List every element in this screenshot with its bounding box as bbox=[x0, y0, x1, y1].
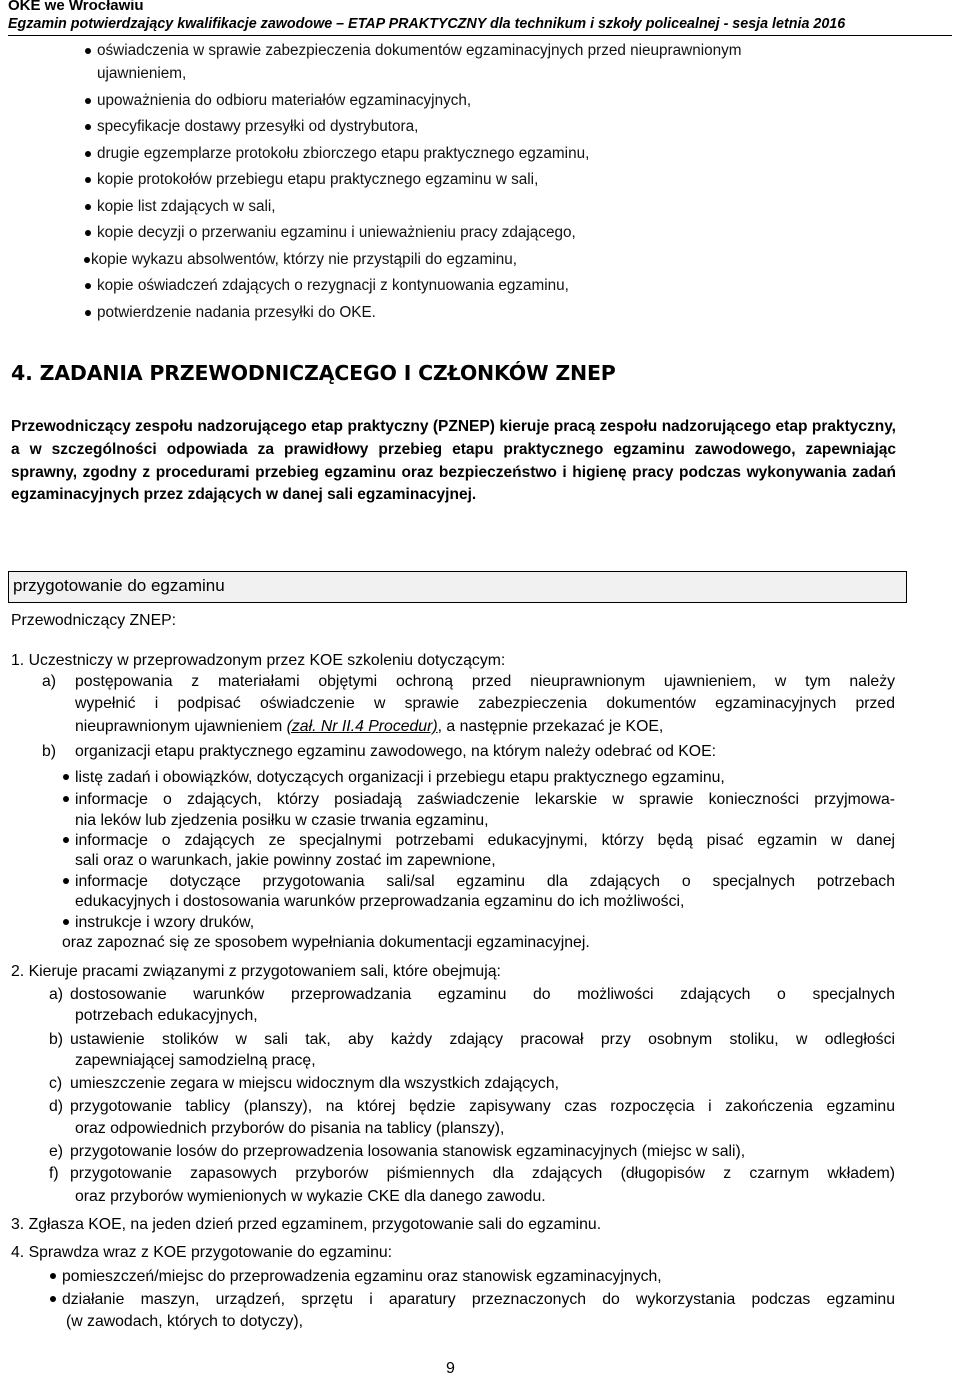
prep-item: ustawienie stolików w sali tak, aby każdy zdający pracował przy osobnym stoliku, w odległości bbox=[70, 1031, 895, 1048]
closing-line: oraz zapoznać się ze sposobem wypełniania dokumentacji egzaminacyjnej. bbox=[62, 934, 590, 951]
bullet-icon bbox=[63, 837, 69, 843]
point-3: 3. Zgłasza KOE, na jeden dzień przed egzaminem, przygotowanie sali do egzaminu. bbox=[11, 1216, 602, 1233]
item-b-line: organizacji etapu praktycznego egzaminu zawodowego, na którym należy odebrać od KOE: bbox=[75, 743, 717, 760]
item-label: b) bbox=[49, 1031, 64, 1048]
bullet-icon bbox=[85, 177, 91, 183]
sub-list-item: informacje dotyczące przygotowania sali/sal egzaminu dla zdających o specjalnych potrzebach bbox=[75, 873, 895, 890]
list-item: kopie wykazu absolwentów, którzy nie przystąpili do egzaminu, bbox=[91, 251, 517, 268]
list-item: drugie egzemplarze protokołu zbiorczego etapu praktycznego egzaminu, bbox=[97, 145, 590, 162]
item-label: c) bbox=[49, 1075, 63, 1092]
bullet-icon bbox=[85, 204, 91, 210]
bullet-icon bbox=[85, 48, 91, 54]
list-item: kopie decyzji o przerwaniu egzaminu i unieważnieniu pracy zdającego, bbox=[97, 224, 576, 241]
bullet-icon bbox=[85, 151, 91, 157]
bullet-icon bbox=[85, 230, 91, 236]
list-item: upoważnienia do odbioru materiałów egzaminacyjnych, bbox=[97, 92, 472, 109]
bullet-icon bbox=[85, 98, 91, 104]
role-label: Przewodniczący ZNEP: bbox=[11, 612, 177, 629]
sub-list-item-continuation: nia leków lub zjedzenia posiłku w czasie trwania egzaminu, bbox=[75, 812, 489, 829]
bullet-icon bbox=[50, 1296, 56, 1302]
item-a-text: nieuprawnionym ujawnieniem bbox=[75, 718, 283, 735]
sub-list-item: informacje o zdających ze specjalnymi potrzebami edukacyjnymi, którzy będą pisać egzamin w danej bbox=[75, 832, 895, 849]
header-exam-title: Egzamin potwierdzający kwalifikacje zawodowe – ETAP PRAKTYCZNY dla technikum i szkoły policealnej - sesja letnia 2016 bbox=[8, 16, 846, 32]
item-a-line: postępowania z materiałami objętymi ochroną przed nieuprawnionym ujawnieniem, w tym należy bbox=[75, 673, 895, 690]
check-item: pomieszczeń/miejsc do przeprowadzenia egzaminu oraz stanowisk egzaminacyjnych, bbox=[62, 1268, 662, 1285]
item-label: a) bbox=[49, 986, 64, 1003]
sub-list-item: instrukcje i wzory druków, bbox=[75, 914, 255, 931]
bullet-icon bbox=[85, 283, 91, 289]
bullet-icon bbox=[63, 796, 69, 802]
bullet-icon bbox=[63, 774, 69, 780]
list-item: kopie oświadczeń zdających o rezygnacji z kontynuowania egzaminu, bbox=[97, 277, 569, 294]
prep-item: przygotowanie zapasowych przyborów piśmiennych dla zdających (długopisów z czarnym wkładem) bbox=[70, 1165, 895, 1182]
section-heading: 4. ZADANIA PRZEWODNICZĄCEGO I CZŁONKÓW ZNEP bbox=[11, 361, 616, 385]
prep-item: dostosowanie warunków przeprowadzania egzaminu do możliwości zdających o specjalnych bbox=[70, 986, 895, 1003]
list-item-continuation: ujawnieniem, bbox=[97, 65, 187, 82]
point-2: 2. Kieruje pracami związanymi z przygotowaniem sali, które obejmują: bbox=[11, 963, 501, 980]
prep-item: umieszczenie zegara w miejscu widocznym dla wszystkich zdających, bbox=[70, 1075, 560, 1092]
prep-item: przygotowanie losów do przeprowadzenia losowania stanowisk egzaminacyjnych (miejsc w sali), bbox=[70, 1143, 746, 1160]
prep-item-continuation: oraz odpowiednich przyborów do pisania na tablicy (planszy), bbox=[75, 1120, 505, 1137]
prep-item-continuation: zapewniającej samodzielną pracę, bbox=[75, 1052, 316, 1069]
subsection-title: przygotowanie do egzaminu bbox=[13, 576, 225, 595]
list-item: potwierdzenie nadania przesyłki do OKE. bbox=[97, 304, 376, 321]
item-label: f) bbox=[49, 1165, 59, 1182]
prep-item-continuation: potrzebach edukacyjnych, bbox=[75, 1007, 258, 1024]
bullet-icon bbox=[50, 1273, 56, 1279]
bullet-icon bbox=[85, 310, 91, 316]
point-1: 1. Uczestniczy w przeprowadzonym przez KOE szkoleniu dotyczącym: bbox=[11, 652, 506, 669]
bullet-icon bbox=[63, 878, 69, 884]
item-label: a) bbox=[42, 673, 57, 690]
item-label: d) bbox=[49, 1098, 64, 1115]
bullet-icon bbox=[84, 257, 90, 263]
item-a-text-end: , a następnie przekazać je KOE, bbox=[437, 718, 664, 735]
list-item: kopie list zdających w sali, bbox=[97, 198, 276, 215]
bullet-icon bbox=[85, 124, 91, 130]
list-item: oświadczenia w sprawie zabezpieczenia dokumentów egzaminacyjnych przed nieuprawnionym bbox=[97, 42, 742, 59]
bullet-icon bbox=[63, 919, 69, 925]
header-organization: OKE we Wrocławiu bbox=[8, 0, 144, 14]
prep-item-continuation: oraz przyborów wymienionych w wykazie CKE dla danego zawodu. bbox=[75, 1188, 546, 1205]
check-item-continuation: (w zawodach, których to dotyczy), bbox=[66, 1313, 304, 1330]
procedure-reference: (zał. Nr II.4 Procedur) bbox=[286, 718, 438, 735]
intro-paragraph: Przewodniczący zespołu nadzorującego etap praktyczny (PZNEP) kieruje pracą zespołu nadzorującego etap praktyczny, a w szczególności odpowiada za prawidłowy przebieg etapu praktycznego egzaminu zawodowego, zapewniając sprawny, zgodny z procedurami przebieg egzaminu oraz bezpieczeństwo i higienę pracy podczas wykonywania zadań egzaminacyjnych przez zdających w danej sali egzaminacyjnej. bbox=[11, 418, 896, 504]
list-item: specyfikacje dostawy przesyłki od dystrybutora, bbox=[97, 118, 419, 135]
point-4: 4. Sprawdza wraz z KOE przygotowanie do egzaminu: bbox=[11, 1244, 393, 1261]
page-number: 9 bbox=[446, 1360, 455, 1377]
item-label: e) bbox=[49, 1143, 64, 1160]
item-a-line bbox=[75, 716, 663, 738]
header-divider bbox=[8, 35, 952, 36]
sub-list-item: informacje o zdających, którzy posiadają zaświadczenie lekarskie w sprawie konieczności przyjmowa- bbox=[75, 791, 895, 808]
item-label: b) bbox=[42, 743, 57, 760]
check-item: działanie maszyn, urządzeń, sprzętu i aparatury przeznaczonych do wykorzystania podczas egzaminu bbox=[62, 1291, 895, 1308]
list-item: kopie protokołów przebiegu etapu praktycznego egzaminu w sali, bbox=[97, 171, 539, 188]
prep-item: przygotowanie tablicy (planszy), na której będzie zapisywany czas rozpoczęcia i zakończenia egzaminu bbox=[70, 1098, 895, 1115]
sub-list-item-continuation: sali oraz o warunkach, jakie powinny zostać im zapewnione, bbox=[75, 852, 496, 869]
item-a-line: wypełnić i podpisać oświadczenie w sprawie zabezpieczenia dokumentów egzaminacyjnych przed bbox=[75, 695, 895, 712]
sub-list-item-continuation: edukacyjnych i dostosowania warunków przeprowadzania egzaminu do ich możliwości, bbox=[75, 893, 685, 910]
sub-list-item: listę zadań i obowiązków, dotyczących organizacji i przebiegu etapu praktycznego egzaminu, bbox=[75, 769, 725, 786]
subsection-box bbox=[8, 571, 907, 603]
